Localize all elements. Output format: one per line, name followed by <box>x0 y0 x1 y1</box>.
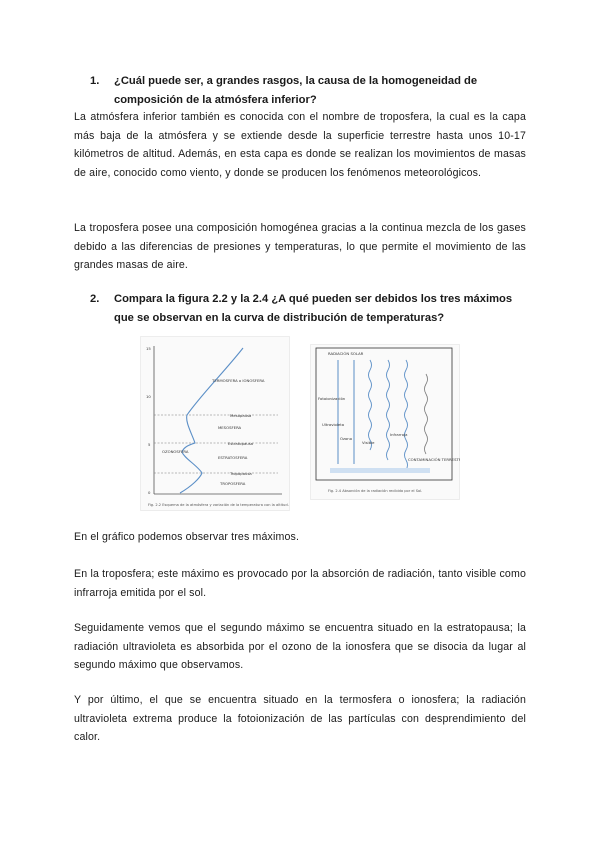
layer-label-mesopausa: Mesopausa <box>230 413 252 418</box>
paragraph: Seguidamente vemos que el segundo máximo se encuentra situado en la estratopausa; la radiación ultravioleta es absorbida por el ozono de la ionosfera que se disocia da lugar al segundo máximo que observamos. <box>74 622 526 672</box>
question-2-text: Compara la figura 2.2 y la 2.4 ¿A qué pueden ser debidos los tres máximos que se observan en la curva de distribución de temperaturas? <box>114 293 513 324</box>
paragraph: La atmósfera inferior también es conocida con el nombre de troposfera, la cual es la capa más baja de la atmósfera y se extiende desde la superficie terrestre hasta unos 10-17 kilómetros de altitud. Además, en esta capa es donde se realizan los movimientos de masas de aire, conocido como viento, y donde se producen los fenómenos meteorológicos. <box>74 111 526 179</box>
label-ozono: Ozono <box>340 436 353 441</box>
question-1-text: ¿Cuál puede ser, a grandes rasgos, la causa de la homogeneidad de composición de la atmósfera inferior? <box>114 75 478 106</box>
figure-2-2-diagram <box>140 336 290 511</box>
y-tick-label: 0 <box>148 490 151 495</box>
paragraph: En el gráfico podemos observar tres máximos. <box>74 531 300 543</box>
paragraph: En la troposfera; este máximo es provocado por la absorción de radiación, tanto visible como infrarroja emitida por el sol. <box>74 568 526 599</box>
layer-label-mesosfera: MESOSFERA <box>218 425 242 430</box>
label-radiacion-solar: RADIACIÓN SOLAR <box>328 351 364 356</box>
layer-label-ozonosfera: OZONOSFERA <box>162 449 189 454</box>
figure-2-2 <box>140 336 290 511</box>
question-2 <box>90 290 530 328</box>
question-2-number: 2. <box>90 293 100 305</box>
label-fotoionizacion: Fotoionización <box>318 396 346 401</box>
layer-label-tropopausa: Tropopausa <box>230 471 252 476</box>
y-tick-label: 15 <box>146 346 151 351</box>
label-contaminacion: CONTAMINACIÓN TERRESTRE <box>408 457 460 462</box>
y-tick-label: 10 <box>146 394 151 399</box>
paragraph: Y por último, el que se encuentra situado en la termosfera o ionosfera; la radiación ultravioleta extrema produce la fotoionización de las partículas con desprendimiento del calor. <box>74 694 526 744</box>
label-ultravioleta: Ultravioleta <box>322 422 345 427</box>
question-1 <box>90 72 530 110</box>
layer-label-estratosfera: ESTRATOSFERA <box>218 455 248 460</box>
figure-2-2-caption: Fig. 2.2 Esquema de la atmósfera y variación de la temperatura con la altitud. <box>148 503 289 507</box>
layer-label-troposfera: TROPOSFERA <box>220 481 246 486</box>
figure-2-4-diagram <box>310 344 460 500</box>
question-1-number: 1. <box>90 75 100 87</box>
label-infrarroja: Infrarroja <box>390 432 408 437</box>
layer-label-estratopausa: Estratopausa <box>228 441 254 446</box>
figure-2-4 <box>310 344 460 500</box>
layer-label-termosfera: TERMOSFERA o IONOSFERA <box>212 378 265 383</box>
y-tick-label: 5 <box>148 442 151 447</box>
figure-2-4-caption: Fig. 2.4 Absorción de la radiación recibida por el Sol. <box>328 489 423 493</box>
paragraph: La troposfera posee una composición homogénea gracias a la continua mezcla de los gases debido a las diferencias de presiones y temperaturas, lo que permite el movimiento de las grandes masas de aire. <box>74 222 526 272</box>
label-visible: Visible <box>362 440 375 445</box>
